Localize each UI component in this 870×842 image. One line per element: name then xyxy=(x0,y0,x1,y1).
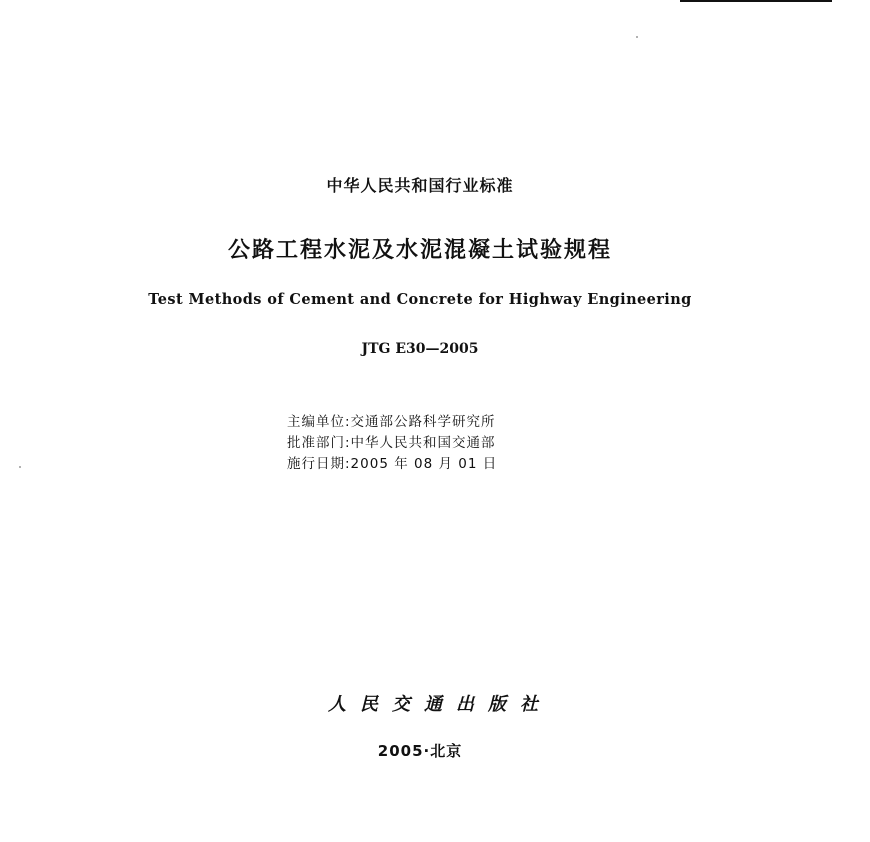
corner-rule xyxy=(680,0,832,2)
english-title: Test Methods of Cement and Concrete for Highway Engineering xyxy=(148,291,692,308)
scan-speck xyxy=(636,36,638,38)
publisher: 人民交通出版社 xyxy=(328,694,552,715)
scan-speck xyxy=(19,466,21,468)
info-effective-date: 施行日期:2005 年 08 月 01 日 xyxy=(287,456,498,472)
info-editor: 主编单位:交通部公路科学研究所 xyxy=(287,414,496,430)
info-approver: 批准部门:中华人民共和国交通部 xyxy=(287,435,496,451)
standard-series: 中华人民共和国行业标准 xyxy=(326,176,514,195)
chinese-title: 公路工程水泥及水泥混凝土试验规程 xyxy=(227,238,612,263)
info-block xyxy=(287,412,497,475)
place-date: 2005·北京 xyxy=(377,742,463,760)
standard-code: JTG E30—2005 xyxy=(361,341,479,357)
